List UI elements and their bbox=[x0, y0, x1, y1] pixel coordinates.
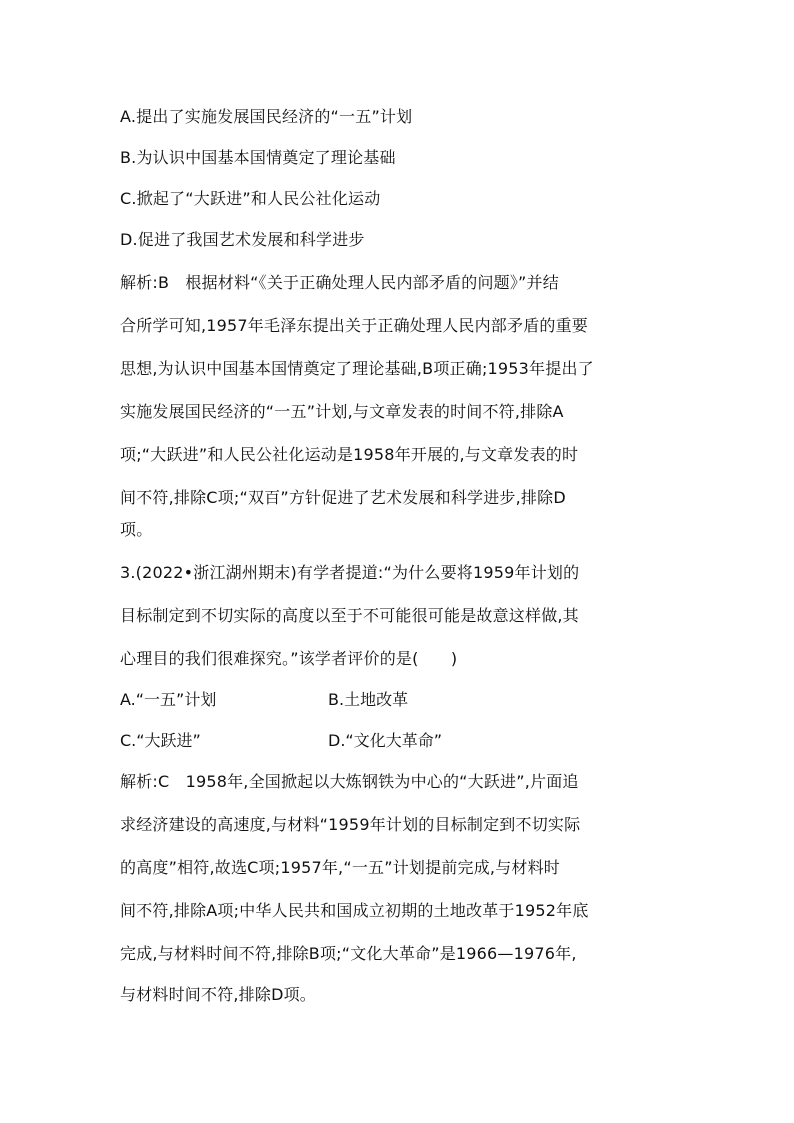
q2-analysis-line: 项。 bbox=[120, 520, 153, 539]
q3-analysis-line: 间不符,排除A项;中华人民共和国成立初期的土地改革于1952年底 bbox=[120, 901, 589, 920]
q3-option-d: D.“文化大革命” bbox=[328, 731, 442, 750]
q3-analysis-line: 求经济建设的高速度,与材料“1959年计划的目标制定到不切实际 bbox=[120, 815, 581, 834]
q3-option-row bbox=[120, 690, 680, 710]
q2-analysis-line: 实施发展国民经济的“一五”计划,与文章发表的时间不符,排除A bbox=[120, 402, 564, 421]
q3-analysis-line: 解析:C 1958年,全国掀起以大炼钢铁为中心的“大跃进”,片面追 bbox=[120, 772, 579, 791]
q2-option-d: D.促进了我国艺术发展和科学进步 bbox=[120, 230, 365, 249]
q3-stem-line: 心理目的我们很难探究。”该学者评价的是( ) bbox=[120, 649, 458, 668]
q3-analysis-line: 与材料时间不符,排除D项。 bbox=[120, 985, 317, 1004]
q3-option-c: C.“大跃进” bbox=[120, 731, 201, 750]
q2-analysis-line: 项;“大跃进”和人民公社化运动是1958年开展的,与文章发表的时 bbox=[120, 445, 579, 464]
q2-option-c: C.掀起了“大跃进”和人民公社化运动 bbox=[120, 189, 381, 208]
q2-option-b: B.为认识中国基本国情奠定了理论基础 bbox=[120, 148, 396, 167]
q3-option-row bbox=[120, 731, 680, 751]
q3-stem-line: 目标制定到不切实际的高度以至于不可能很可能是故意这样做,其 bbox=[120, 606, 579, 625]
q3-analysis-line: 的高度”相符,故选C项;1957年,“一五”计划提前完成,与材料时 bbox=[120, 858, 561, 877]
q3-stem-line: 3.(2022•浙江湖州期末)有学者提道:“为什么要将1959年计划的 bbox=[120, 563, 580, 582]
q2-analysis-line: 合所学可知,1957年毛泽东提出关于正确处理人民内部矛盾的重要 bbox=[120, 316, 589, 335]
q3-option-b: B.土地改革 bbox=[328, 690, 409, 709]
q3-analysis-line: 完成,与材料时间不符,排除B项;“文化大革命”是1966—1976年, bbox=[120, 944, 577, 963]
q2-option-a: A.提出了实施发展国民经济的“一五”计划 bbox=[120, 107, 413, 126]
q2-analysis-line: 间不符,排除C项;“双百”方针促进了艺术发展和科学进步,排除D bbox=[120, 488, 566, 507]
q2-analysis-line: 解析:B 根据材料“《关于正确处理人民内部矛盾的问题》”并结 bbox=[120, 273, 559, 292]
q3-option-a: A.“一五”计划 bbox=[120, 690, 217, 709]
q2-analysis-line: 思想,为认识中国基本国情奠定了理论基础,B项正确;1953年提出了 bbox=[120, 359, 594, 378]
